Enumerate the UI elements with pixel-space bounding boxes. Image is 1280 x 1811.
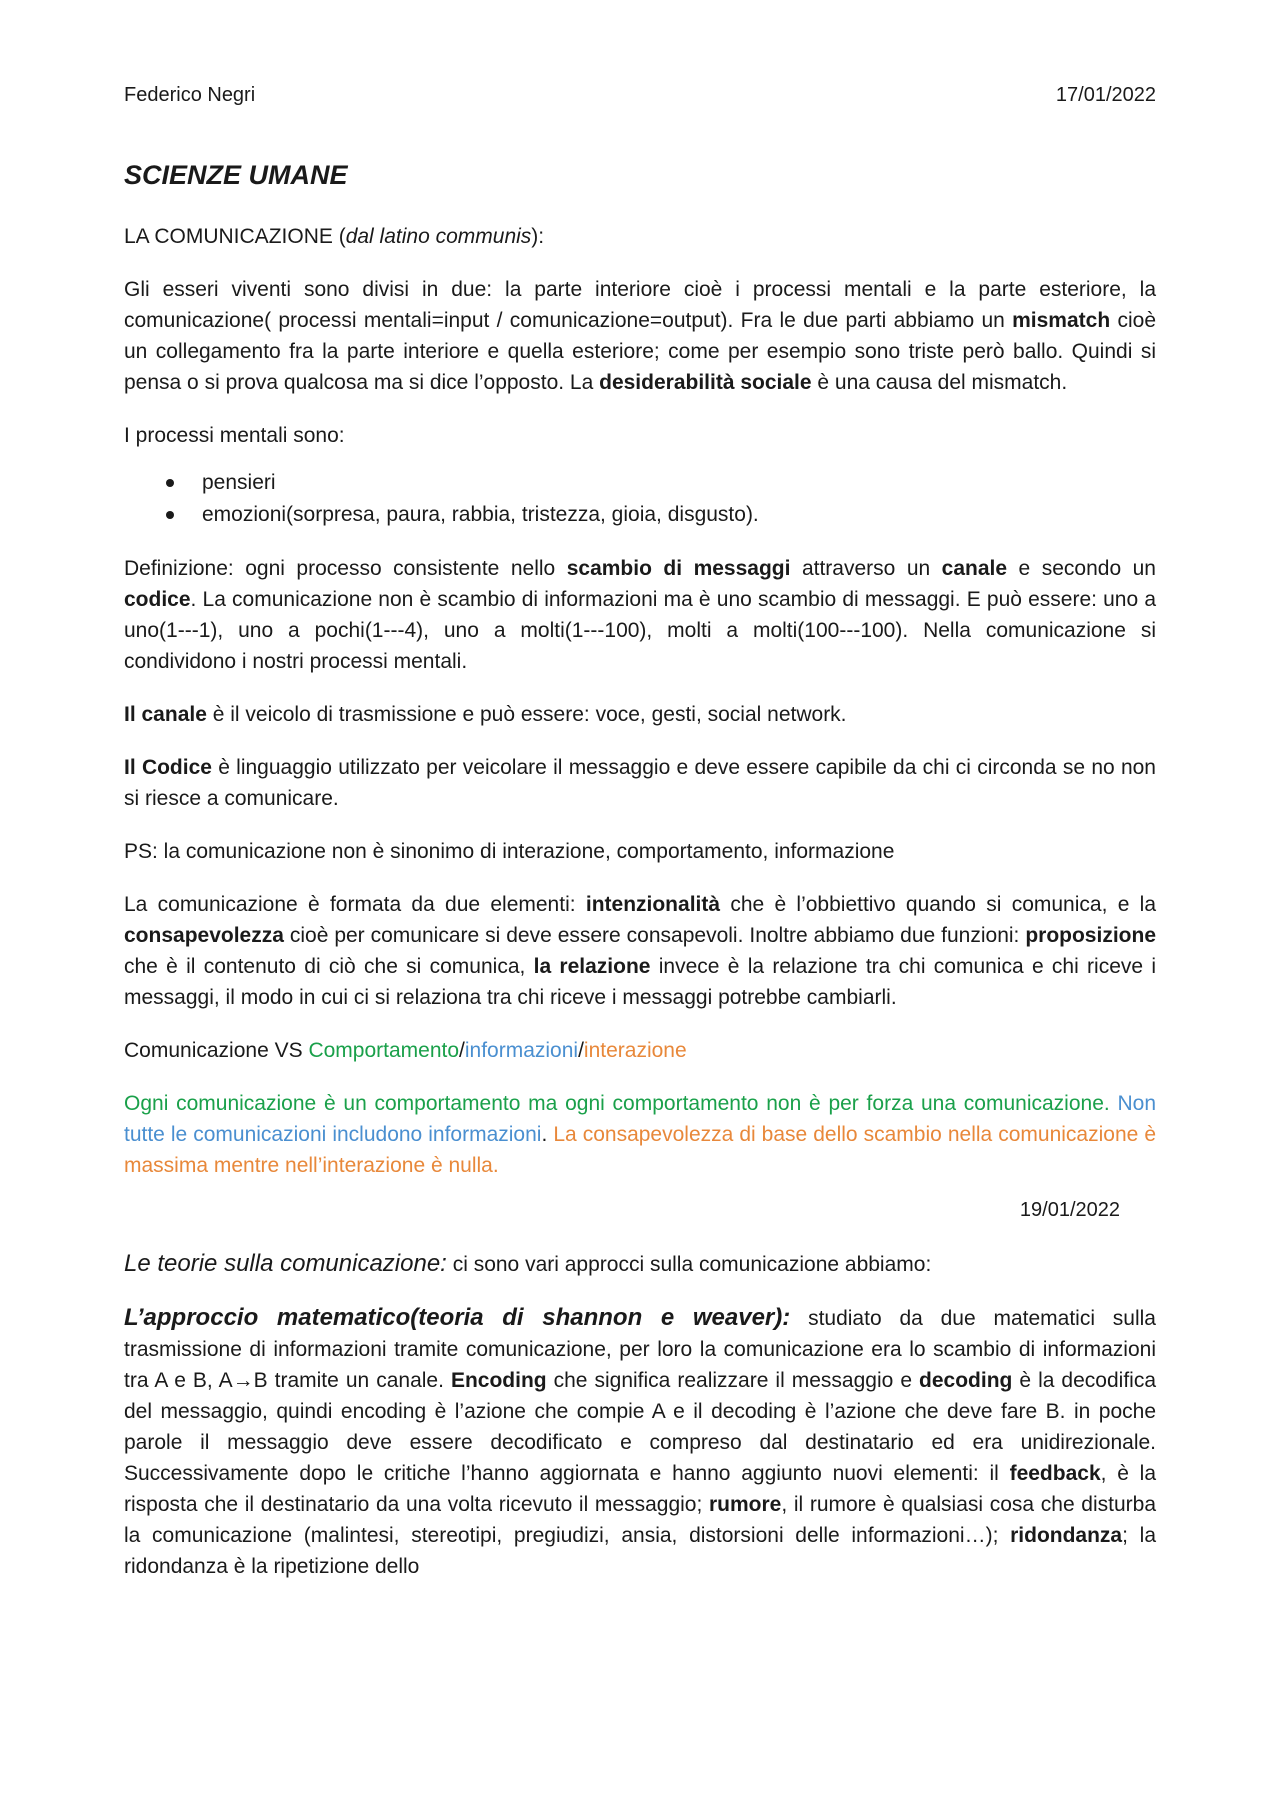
paragraph-vs: Comunicazione VS Comportamento/informazioni/interazione [124,1039,687,1062]
paragraph-teorie: Le teorie sulla comunicazione: ci sono vari approcci sulla comunicazione abbiamo: [124,1250,932,1277]
paragraph-approccio: L’approccio matematico(teoria di shannon e weaver): studiato da due matematici sulla trasmissione di informazioni tramite comunicazione, per loro la comunicazione era lo scambio di informazioni tra A e B, A→B tramite un canale. Encoding che significa realizzare il messaggio e decoding è la decodifica del messaggio, quindi encoding è l’azione che compie A e il decoding è l’azione che deve fare B. in poche parole il messaggio deve essere decodificato e compreso dal destinatario ed era unidirezionale. Successivamente dopo le critiche l’hanno aggiornata e hanno aggiunto nuovi elementi: il feedback, è la risposta che il destinatario da una volta ricevuto il messaggio; rumore, il rumore è qualsiasi cosa che disturba la comunicazione (malintesi, stereotipi, pregiudizi, ansia, distorsioni delle informazioni…); ridondanza; la ridondanza è la ripetizione dello [124,1304,1157,1578]
paragraph-ps: PS: la comunicazione non è sinonimo di interazione, comportamento, informazione [124,840,895,863]
paragraph-intro: Gli esseri viventi sono divisi in due: la parte interiore cioè i processi mentali e la parte esteriore, la comunicazione( processi mentali=input / comunicazione=output). Fra le due parti abbiamo un mismatch cioè un collegamento fra la parte interiore e quella esteriore; come per esempio sono triste però ballo. Quindi si pensa o si prova qualcosa ma si dice l’opposto. La desiderabilità sociale è una causa del mismatch. [124,278,1156,394]
paragraph-definizione: Definizione: ogni processo consistente nello scambio di messaggi attraverso un canale e secondo un codice. La comunicazione non è scambio di informazioni ma è uno scambio di messaggi. E può essere: uno a uno(1---1), uno a pochi(1---4), uno a molti(1---100), molti a molti(100---100). Nella comunicazione si condividono i nostri processi mentali. [124,557,1156,673]
list-item: emozioni(sorpresa, paura, rabbia, tristezza, gioia, disgusto). [124,499,1156,531]
page-title: SCIENZE UMANE [124,160,348,190]
paragraph-elementi: La comunicazione è formata da due elementi: intenzionalità che è l’obbiettivo quando si comunica, e la consapevolezza cioè per comunicare si deve essere consapevoli. Inoltre abbiamo due funzioni: proposizione che è il contenuto di ciò che si comunica, la relazione invece è la relazione tra chi comunica e chi riceve i messaggi, il modo in cui ci si relaziona tra chi riceve i messaggi potrebbe cambiarli. [124,893,1157,1009]
section-date: 19/01/2022 [1019,1199,1120,1221]
author-name: Federico Negri [124,84,256,106]
paragraph-codice: Il Codice è linguaggio utilizzato per veicolare il messaggio e deve essere capibile da chi ci circonda se no non si riesce a comunicare. [124,756,1156,810]
processi-list [124,467,1156,531]
paragraph-canale: Il canale è il veicolo di trasmissione e può essere: voce, gesti, social network. [124,703,847,726]
list-item: pensieri [124,467,1156,499]
section-heading: LA COMUNICAZIONE (dal latino communis): [124,225,545,248]
document-body [124,160,1156,1604]
page-header [124,84,1156,107]
header-date: 17/01/2022 [1055,84,1156,106]
paragraph-colored: Ogni comunicazione è un comportamento ma ogni comportamento non è per forza una comunicazione. Non tutte le comunicazioni includono informazioni. La consapevolezza di base dello scambio nella comunicazione è massima mentre nell’interazione è nulla. [124,1092,1157,1177]
processi-intro: I processi mentali sono: [124,424,345,447]
